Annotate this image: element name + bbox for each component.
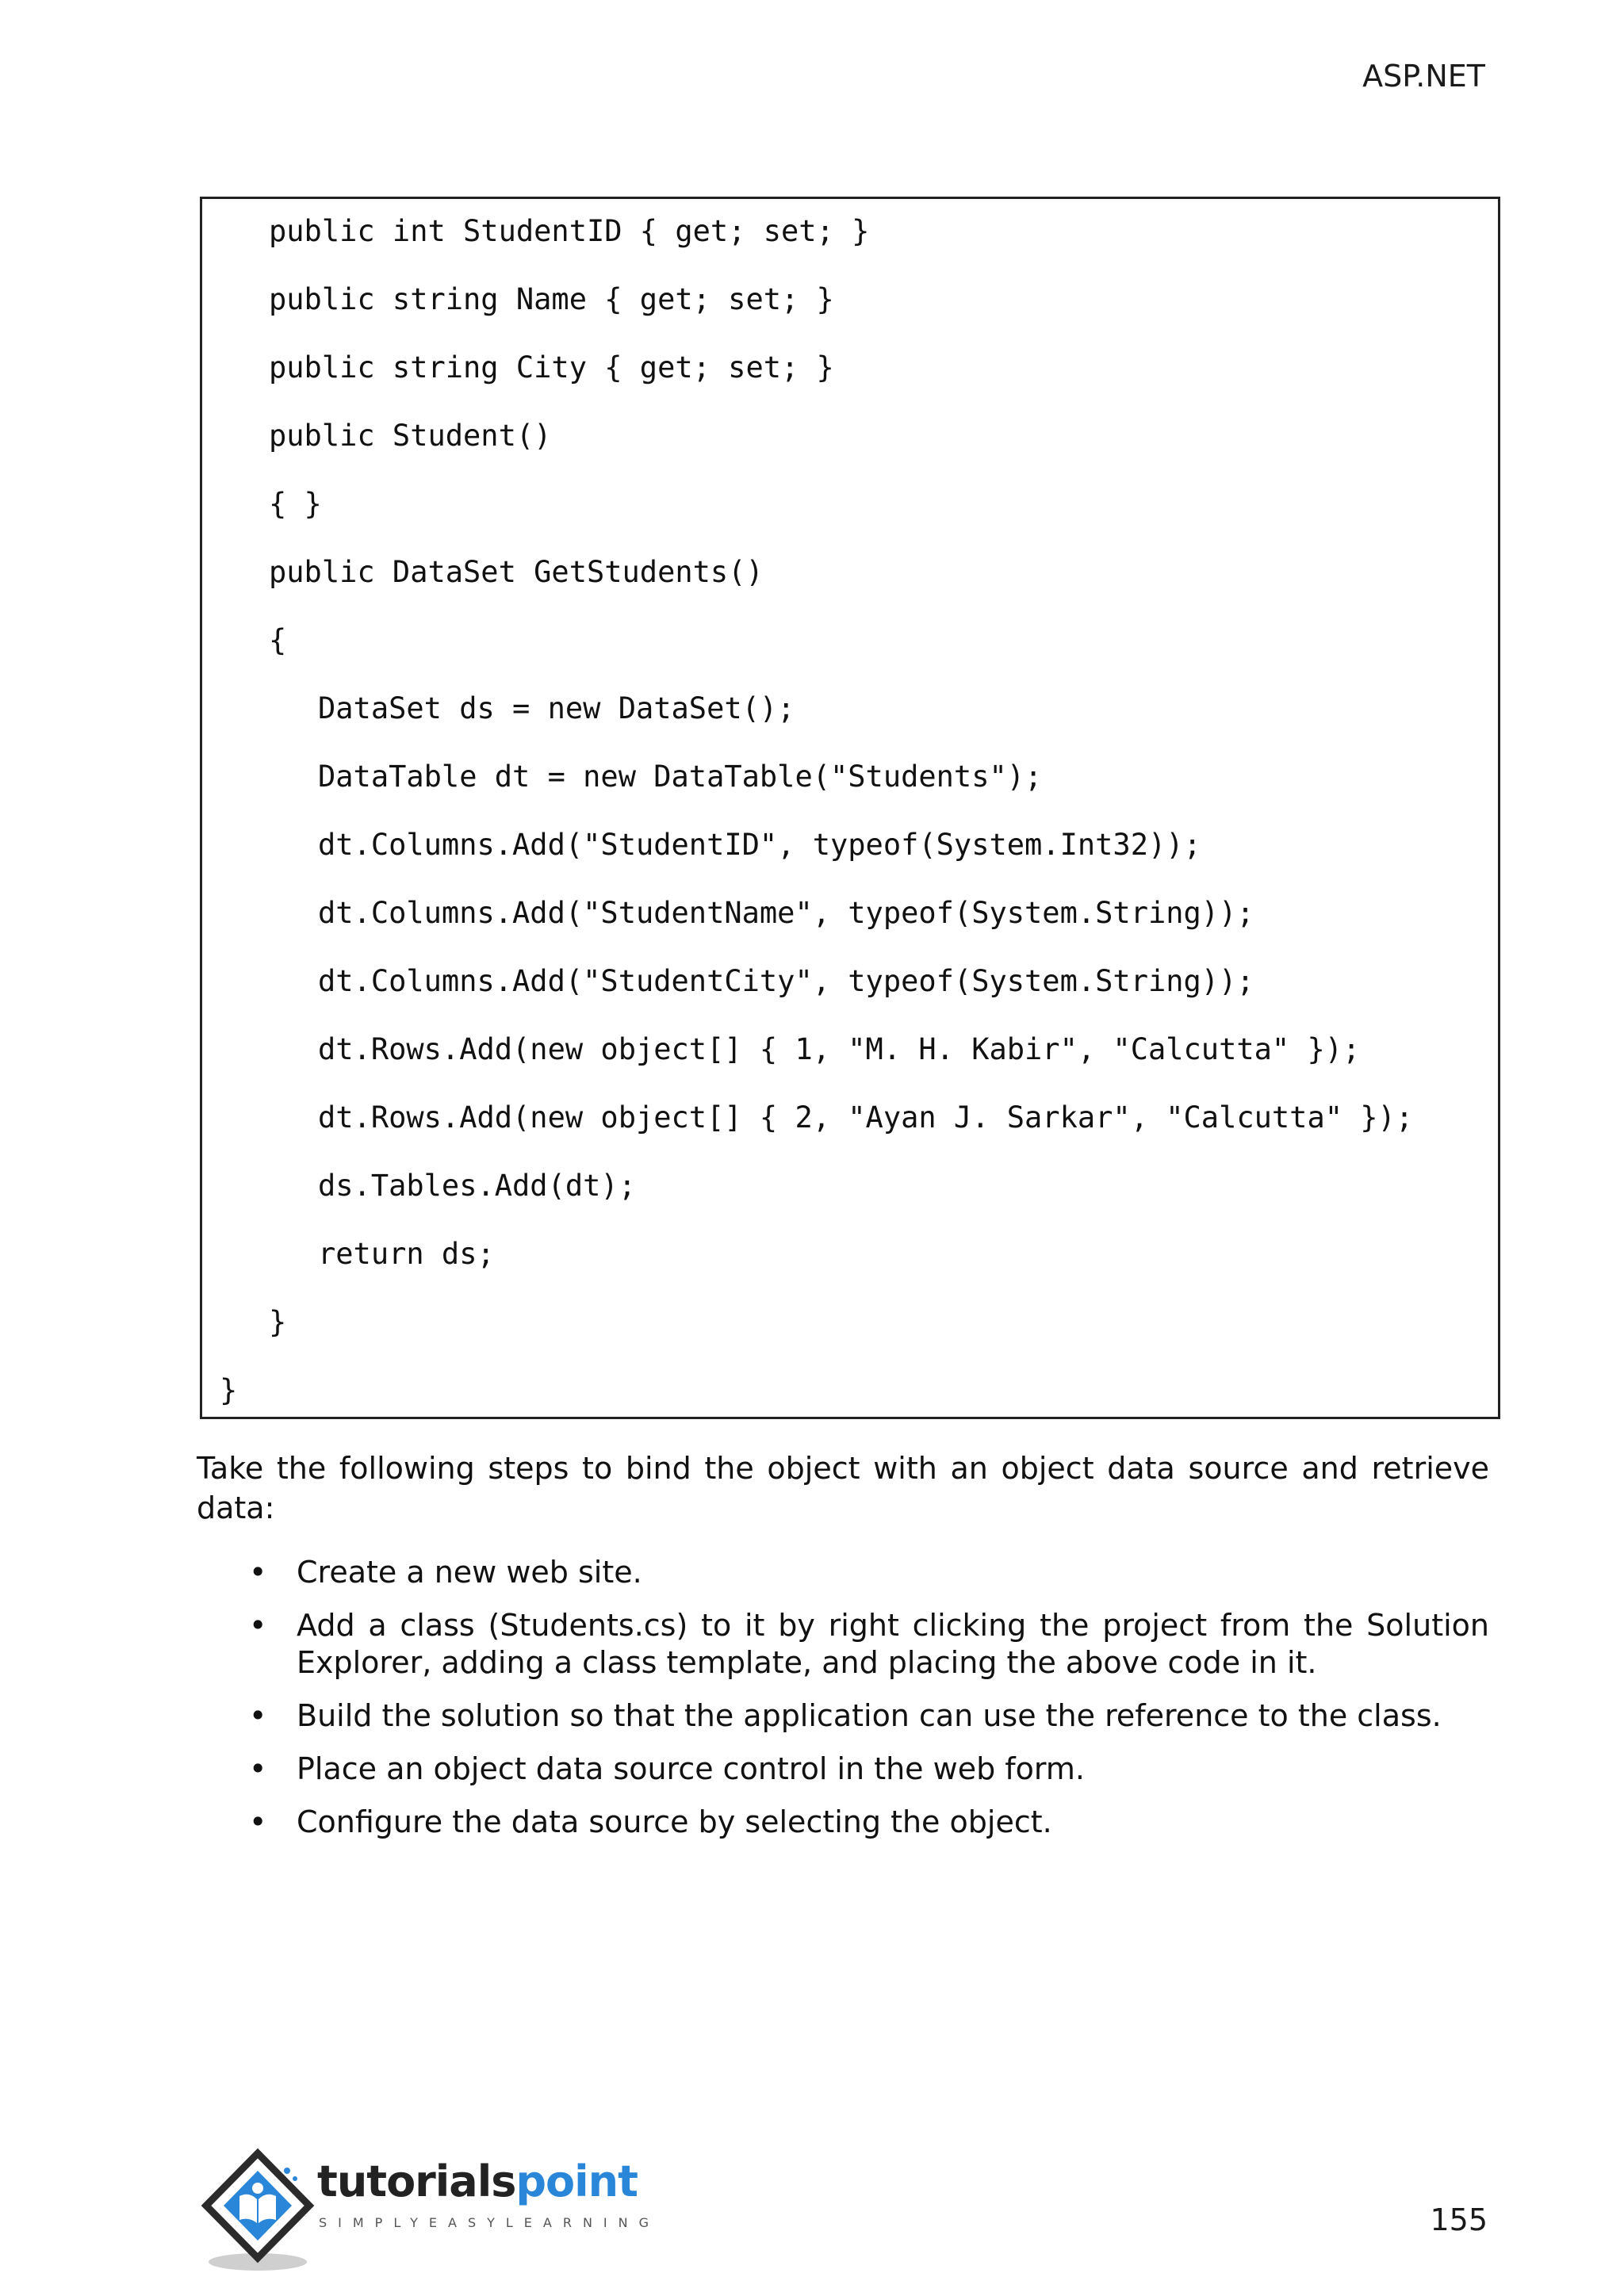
code-line: dt.Rows.Add(new object[] { 1, "M. H. Kabir", "Calcutta" }); — [318, 1032, 1361, 1066]
logo-wordmark: tutorialspoint — [317, 2156, 638, 2206]
code-line: public DataSet GetStudents() — [269, 555, 764, 589]
page-number: 155 — [1430, 2202, 1488, 2237]
code-line: public string Name { get; set; } — [269, 282, 834, 316]
list-item — [197, 1804, 1489, 1841]
code-line: { — [269, 623, 287, 657]
code-line: return ds; — [318, 1237, 495, 1271]
header-title: ASP.NET — [1362, 59, 1485, 94]
code-line: dt.Columns.Add("StudentName", typeof(System.String)); — [318, 896, 1254, 930]
logo-emblem-icon — [198, 2147, 317, 2274]
code-line: public string City { get; set; } — [269, 350, 834, 385]
step-text: Build the solution so that the application can use the reference to the class. — [297, 1698, 1442, 1733]
bullet-icon: • — [249, 1608, 267, 1643]
code-line: public Student() — [269, 419, 552, 453]
code-line: dt.Rows.Add(new object[] { 2, "Ayan J. Sarkar", "Calcutta" }); — [318, 1100, 1414, 1135]
bullet-icon: • — [249, 1804, 267, 1839]
step-text: Configure the data source by selecting the object. — [297, 1804, 1052, 1839]
code-line: DataSet ds = new DataSet(); — [318, 691, 795, 725]
code-line: dt.Columns.Add("StudentCity", typeof(System.String)); — [318, 964, 1254, 998]
code-line: } — [220, 1373, 238, 1407]
code-line: DataTable dt = new DataTable("Students"); — [318, 760, 1043, 794]
list-item — [197, 1554, 1489, 1591]
steps-list — [197, 1554, 1489, 1857]
code-line: dt.Columns.Add("StudentID", typeof(System.Int32)); — [318, 828, 1201, 862]
list-item — [197, 1607, 1489, 1682]
code-line: { } — [269, 487, 322, 521]
code-line: public int StudentID { get; set; } — [269, 214, 870, 248]
step-text: Create a new web site. — [297, 1555, 642, 1590]
step-text: Place an object data source control in the web form. — [297, 1751, 1085, 1786]
tutorialspoint-logo — [198, 2147, 661, 2274]
logo-tagline: SIMPLYEASYLEARNING — [319, 2215, 661, 2230]
bullet-icon: • — [249, 1751, 267, 1786]
bullet-icon: • — [249, 1698, 267, 1733]
step-text: Add a class (Students.cs) to it by right clicking the project from the Solution Explorer, adding a class template, and placing the above code in it. — [297, 1608, 1489, 1680]
code-line: } — [269, 1305, 287, 1339]
code-line: ds.Tables.Add(dt); — [318, 1169, 636, 1203]
list-item — [197, 1697, 1489, 1735]
bullet-icon: • — [249, 1555, 267, 1590]
list-item — [197, 1751, 1489, 1788]
code-block — [200, 197, 1500, 1419]
intro-paragraph: Take the following steps to bind the object with an object data source and retrieve data: — [197, 1451, 1489, 1525]
